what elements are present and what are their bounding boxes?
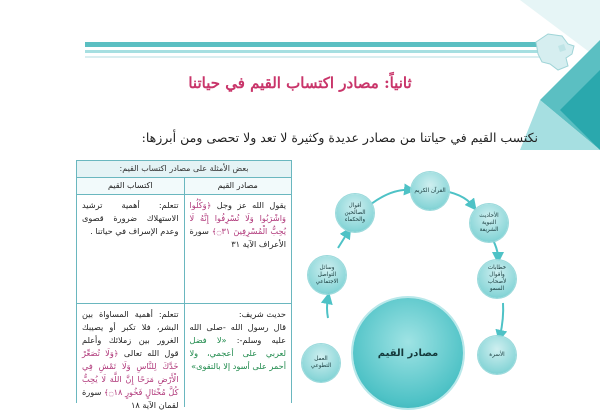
diagram-node-wise-sayings: أقوال الصالحين والحكماء: [336, 194, 374, 232]
table-header-acquisition: اكتساب القيم: [77, 178, 185, 194]
table-header-row: [77, 178, 291, 195]
table-cell-value: تتعلم: أهمية ترشيد الاستهلاك ضرورة قصوى وعدم الإسراف في حياتنا .: [77, 195, 185, 303]
diagram-node-volunteer: العمل التطوعي: [302, 344, 340, 382]
diagram-node-hadith: الأحاديث النبوية الشريفة: [470, 204, 508, 242]
diagram-node-family: الأسرة: [478, 336, 516, 374]
table-cell-source: حديث شريف: قال رسول الله -صلى الله عليه وسلم-: «لا فضل لعربي على أعجمي، ولا أحمر على أسود إلا بالتقوى»: [189, 309, 286, 371]
examples-table: [76, 160, 292, 410]
table-header-sources: مصادر القيم: [217, 181, 258, 190]
table-caption: بعض الأمثلة على مصادر اكتساب القيم:: [77, 161, 291, 178]
diagram-node-social-media: وسائل التواصل الاجتماعي: [308, 256, 346, 294]
table-row: [77, 304, 291, 410]
table-cell-value: تتعلم: أهمية المساواة بين البشر، فلا تكبر أو يصيبك الغرور بين زملائك وأعلم قول الله تعالى ﴿وَلَا تُصَعِّرْ خَدَّكَ لِلنَّاسِ وَلَا تَمْشِ فِي الْأَرْضِ مَرَحًا إِنَّ اللَّهَ لَا يُحِبُّ كُلَّ مُخْتَالٍ فَخُورٍ ۝١٨﴾ سورة لقمان الآية ١٨: [77, 304, 185, 407]
intro-text: نكتسب القيم في حياتنا من مصادر عديدة وكثيرة لا تعد ولا تحصى ومن أبرزها:: [141, 130, 538, 145]
diagram-center-node: مصادر القيم: [353, 298, 463, 408]
table-row: [77, 195, 291, 304]
table-cell-source: يقول الله عز وجل ﴿وَكُلُوا وَاشْرَبُوا وَلَا تُسْرِفُوا إِنَّهُ لَا يُحِبُّ الْمُسْرِفِينَ ۝٣١﴾ سورة الأعراف الآية ٣١: [189, 200, 287, 249]
diagram-node-speeches: خطابات وأقوال لأصحاب السمو: [478, 260, 516, 298]
header-stripes: [85, 18, 540, 58]
kuwait-map-icon: [528, 28, 580, 76]
diagram-node-quran: القرآن الكريم: [411, 172, 449, 210]
section-title: ثانياً: مصادر اكتساب القيم في حياتنا: [188, 74, 412, 92]
values-sources-diagram: [298, 168, 538, 403]
